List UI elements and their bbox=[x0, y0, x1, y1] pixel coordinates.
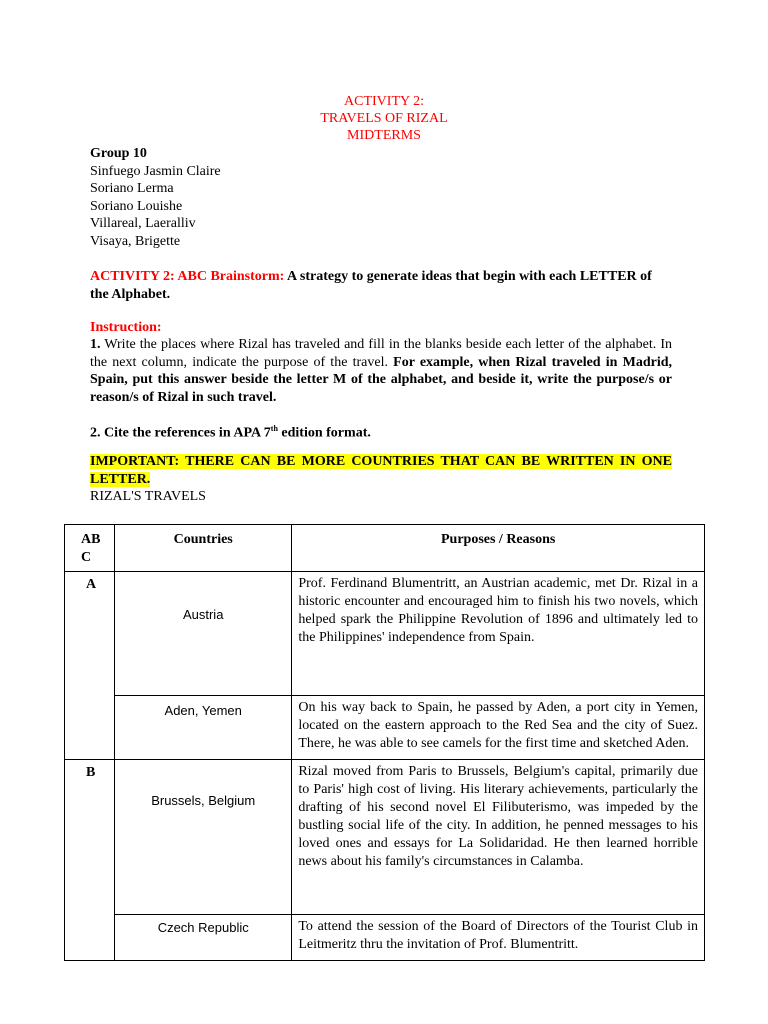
header-countries: Countries bbox=[115, 525, 292, 572]
purpose-cell: Rizal moved from Paris to Brussels, Belgium's capital, primarily due to Paris' high cost of living. His literary achievements, particularly the drafting of his second novel El Filibuterismo, was impeded by the bustling social life of the city. In addition, he penned messages to his loved ones and essays for La Solidaridad. He then learned horrible news about his family's circumstances in Calamba. bbox=[292, 760, 705, 915]
country-cell: Austria bbox=[115, 572, 292, 696]
important-text: IMPORTANT: THERE CAN BE MORE COUNTRIES THAT CAN BE WRITTEN IN ONE LETTER. bbox=[90, 454, 672, 487]
activity-label: ACTIVITY 2: ABC Brainstorm: bbox=[90, 269, 285, 284]
group-member: Soriano Louishe bbox=[90, 198, 183, 214]
header-purposes: Purposes / Reasons bbox=[292, 525, 705, 572]
group-block bbox=[90, 145, 221, 251]
country-cell: Aden, Yemen bbox=[115, 696, 292, 760]
table-row bbox=[65, 572, 705, 696]
cite-suffix: edition format. bbox=[277, 425, 371, 441]
table-header-row bbox=[65, 525, 705, 572]
country-cell: Czech Republic bbox=[115, 915, 292, 961]
instruction-item-2 bbox=[90, 420, 371, 442]
activity-description bbox=[90, 268, 672, 303]
group-title: Group 10 bbox=[90, 146, 147, 161]
title-line-travels: TRAVELS OF RIZAL bbox=[320, 111, 448, 126]
group-member: Visaya, Brigette bbox=[90, 233, 181, 249]
purpose-cell: On his way back to Spain, he passed by Aden, a port city in Yemen, located on the eastern approach to the Red Sea and the city of Suez. There, he was able to see camels for the first time and sketched Aden. bbox=[292, 696, 705, 760]
activity-text: A strategy to generate ideas that begin with each LETTER of the Alphabet. bbox=[90, 269, 652, 302]
group-member: Sinfuego Jasmin Claire bbox=[90, 163, 221, 179]
header-abc: AB C bbox=[65, 525, 115, 572]
instruction-label: Instruction: bbox=[90, 320, 162, 335]
instruction-text-plain: Write the places where Rizal has traveled and fill in the blanks beside each letter of the alphabet. In the next column, indicate the purpose of the travel. bbox=[90, 337, 672, 370]
group-member: Soriano Lerma bbox=[90, 181, 174, 197]
letter-cell-b: B bbox=[65, 760, 115, 961]
document-title bbox=[0, 93, 768, 144]
cite-prefix: 2. Cite the references in APA 7 bbox=[90, 425, 271, 441]
instruction-item-1 bbox=[90, 336, 672, 406]
letter-cell-a: A bbox=[65, 572, 115, 760]
title-line-midterms: MIDTERMS bbox=[347, 128, 421, 143]
group-member: Villareal, Laeralliv bbox=[90, 216, 196, 232]
section-title: RIZAL'S TRAVELS bbox=[90, 489, 206, 504]
important-note bbox=[90, 453, 672, 488]
title-line-activity: ACTIVITY 2: bbox=[344, 94, 424, 109]
purpose-cell: Prof. Ferdinand Blumentritt, an Austrian academic, met Dr. Rizal in a historic encounter and encouraged him to finish his two novels, which helped spark the Philippine Revolution of 1896 and ultimately led to the Philippines' independence from Spain. bbox=[292, 572, 705, 696]
table-row bbox=[65, 915, 705, 961]
table-row bbox=[65, 760, 705, 915]
instruction-number-1: 1. bbox=[90, 337, 101, 352]
country-cell: Brussels, Belgium bbox=[115, 760, 292, 915]
travels-table bbox=[64, 524, 705, 961]
table-row bbox=[65, 696, 705, 760]
instruction-text-bold: For example, when Rizal traveled in Madrid, Spain, put this answer beside the letter M of the alphabet, and beside it, write the purpose/s or reason/s of Rizal in such travel. bbox=[90, 354, 673, 405]
cite-superscript: th bbox=[270, 424, 278, 433]
purpose-cell: To attend the session of the Board of Directors of the Tourist Club in Leitmeritz thru the invitation of Prof. Blumentritt. bbox=[292, 915, 705, 961]
